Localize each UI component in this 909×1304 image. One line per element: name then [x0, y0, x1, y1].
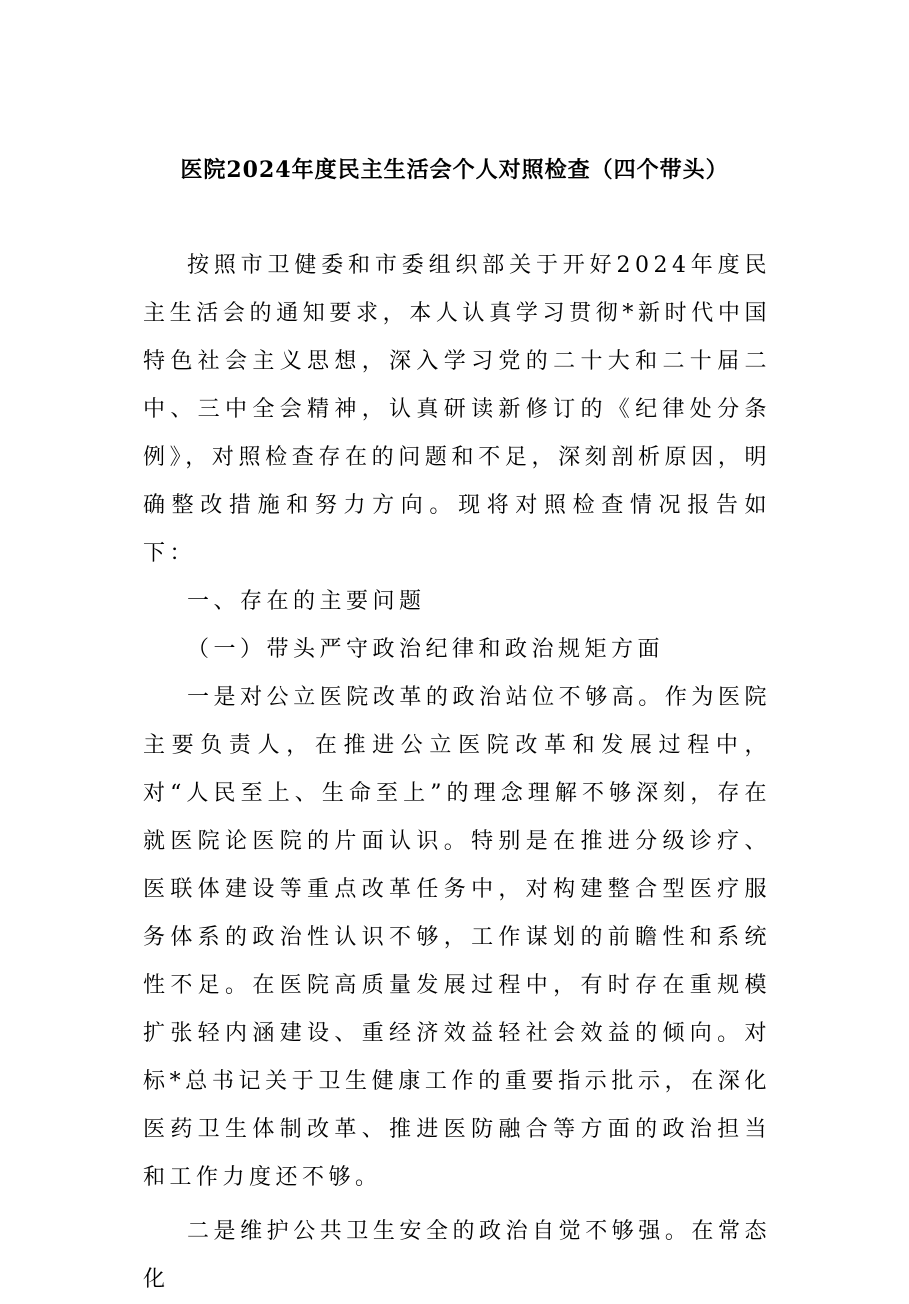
section-heading: 一、存在的主要问题: [187, 589, 426, 614]
intro-paragraph: 按照市卫健委和市委组织部关于开好2024年度民主生活会的通知要求，本人认真学习贯彻*新时代中国特色社会主义思想，深入学习党的二十大和二十届二中、三中全会精神，认真研读新修订的《纪律处分条例》，对照检查存在的问题和不足，深刻剖析原因，明确整改措施和努力方向。现将对照检查情况报告如下：: [143, 253, 771, 566]
document-body: [143, 242, 771, 1304]
problem-paragraph-2: 二是维护公共卫生安全的政治自觉不够强。在常态化: [143, 1219, 771, 1292]
problem-paragraph-1: 一是对公立医院改革的政治站位不够高。作为医院主要负责人，在推进公立医院改革和发展过程中，对“人民至上、生命至上”的理念理解不够深刻，存在就医院论医院的片面认识。特别是在推进分级诊疗、医联体建设等重点改革任务中，对构建整合型医疗服务体系的政治性认识不够，工作谋划的前瞻性和系统性不足。在医院高质量发展过程中，有时存在重规模扩张轻内涵建设、重经济效益轻社会效益的倾向。对标*总书记关于卫生健康工作的重要指示批示，在深化医药卫生体制改革、推进医防融合等方面的政治担当和工作力度还不够。: [143, 685, 771, 1190]
document-title: 医院2024年度民主生活会个人对照检查（四个带头）: [180, 157, 729, 183]
subsection-heading: （一）带头严守政治纪律和政治规矩方面: [187, 637, 665, 662]
